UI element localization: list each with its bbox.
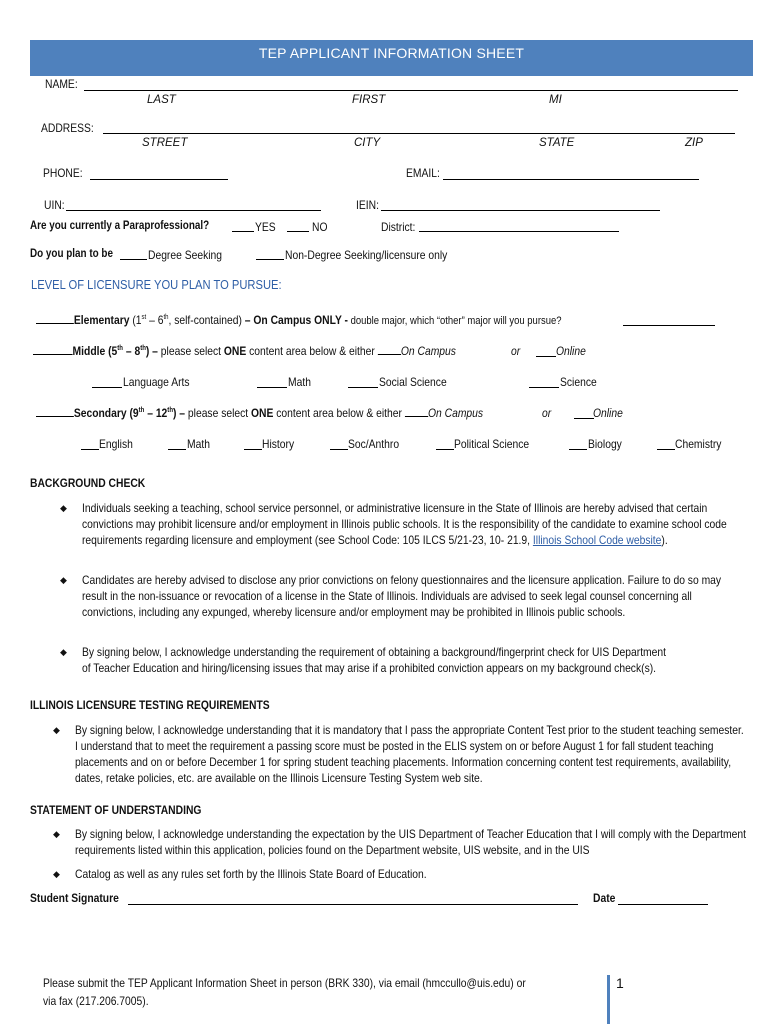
district-label: District: xyxy=(381,220,416,234)
middle-online: Online xyxy=(556,344,586,358)
name-sub-last: LAST xyxy=(147,94,176,106)
footer-line-2: via fax (217.206.7005). xyxy=(43,994,149,1008)
address-field[interactable] xyxy=(103,133,735,134)
secondary-online-blank[interactable] xyxy=(574,418,594,419)
address-sub-street: STREET xyxy=(142,137,188,149)
middle-area-blank[interactable] xyxy=(348,387,378,388)
elementary-row: Elementary (1st – 6th, self-contained) – On Campus ONLY - double major, which “other” major will you pursue? xyxy=(36,313,647,327)
address-sub-zip: ZIP xyxy=(685,137,703,149)
diamond-bullet-icon: ◆ xyxy=(53,869,60,879)
diamond-bullet-icon: ◆ xyxy=(60,647,67,657)
diamond-bullet-icon: ◆ xyxy=(53,829,60,839)
secondary-area-blank[interactable] xyxy=(569,449,587,450)
diamond-bullet-icon: ◆ xyxy=(60,503,67,513)
secondary-area-blank[interactable] xyxy=(436,449,454,450)
middle-area-blank[interactable] xyxy=(529,387,559,388)
middle-area-blank[interactable] xyxy=(257,387,287,388)
secondary-area-english: English xyxy=(99,437,133,451)
phone-field[interactable] xyxy=(90,179,228,180)
middle-area-social-science: Social Science xyxy=(379,375,447,389)
secondary-area-soc-anthro: Soc/Anthro xyxy=(348,437,400,451)
degree-seeking-label: Degree Seeking xyxy=(148,248,223,262)
para-no-blank[interactable] xyxy=(287,231,309,232)
student-signature-label: Student Signature xyxy=(30,891,119,905)
uin-label: UIN: xyxy=(44,198,65,212)
secondary-area-blank[interactable] xyxy=(244,449,262,450)
form-title: TEP APPLICANT INFORMATION SHEET xyxy=(258,45,525,61)
secondary-online: Online xyxy=(593,406,623,420)
secondary-area-blank[interactable] xyxy=(657,449,675,450)
footer-divider xyxy=(607,975,610,1024)
background-heading: BACKGROUND CHECK xyxy=(30,476,146,490)
name-label: NAME: xyxy=(45,77,78,91)
secondary-row: Secondary (9th – 12th) – please select ONE content area below & either On Campus xyxy=(36,406,556,420)
para-no-label: NO xyxy=(312,220,328,234)
name-sub-mi: MI xyxy=(549,94,562,106)
degree-seeking-blank[interactable] xyxy=(120,259,147,260)
uin-field[interactable] xyxy=(66,210,321,211)
secondary-area-blank[interactable] xyxy=(330,449,348,450)
name-sub-first: FIRST xyxy=(352,94,386,106)
name-field[interactable] xyxy=(84,90,738,91)
non-degree-label: Non-Degree Seeking/licensure only xyxy=(285,248,448,262)
email-label: EMAIL: xyxy=(406,166,440,180)
middle-or: or xyxy=(511,344,521,358)
footer-line-1: Please submit the TEP Applicant Information Sheet in person (BRK 330), via email (hmccullo@uis.edu) or xyxy=(43,976,526,990)
middle-area-language-arts: Language Arts xyxy=(123,375,190,389)
para-question: Are you currently a Paraprofessional? xyxy=(30,220,210,232)
address-sub-state: STATE xyxy=(539,137,575,149)
diamond-bullet-icon: ◆ xyxy=(60,575,67,585)
testing-heading: ILLINOIS LICENSURE TESTING REQUIREMENTS xyxy=(30,698,270,712)
illinois-school-code-link[interactable]: Illinois School Code website xyxy=(532,533,662,547)
secondary-area-political-science: Political Science xyxy=(454,437,530,451)
elementary-blank[interactable] xyxy=(36,313,74,324)
diamond-bullet-icon: ◆ xyxy=(53,725,60,735)
phone-label: PHONE: xyxy=(43,166,83,180)
date-label: Date xyxy=(593,891,616,905)
email-field[interactable] xyxy=(443,179,699,180)
middle-row: Middle (5th – 8th) – please select ONE content area below & either On Campus xyxy=(33,344,525,358)
non-degree-blank[interactable] xyxy=(256,259,284,260)
degree-question: Do you plan to be xyxy=(30,248,113,260)
middle-online-blank[interactable] xyxy=(536,356,556,357)
elementary-other-major-field[interactable] xyxy=(623,325,715,326)
form-title-banner xyxy=(30,40,753,76)
middle-area-blank[interactable] xyxy=(92,387,122,388)
date-field[interactable] xyxy=(618,904,708,905)
middle-blank[interactable] xyxy=(33,344,73,355)
statement-heading: STATEMENT OF UNDERSTANDING xyxy=(30,803,202,817)
secondary-area-blank[interactable] xyxy=(81,449,99,450)
secondary-area-biology: Biology xyxy=(588,437,622,451)
secondary-area-chemistry: Chemistry xyxy=(675,437,722,451)
secondary-area-history: History xyxy=(262,437,295,451)
secondary-area-blank[interactable] xyxy=(168,449,186,450)
iein-field[interactable] xyxy=(381,210,660,211)
page-number: 1 xyxy=(616,975,624,991)
para-yes-blank[interactable] xyxy=(232,231,254,232)
secondary-on-campus-blank[interactable] xyxy=(405,406,428,417)
student-signature-field[interactable] xyxy=(128,904,578,905)
district-field[interactable] xyxy=(419,231,619,232)
middle-area-science: Science xyxy=(560,375,597,389)
address-label: ADDRESS: xyxy=(41,121,94,135)
address-sub-city: CITY xyxy=(354,137,381,149)
middle-on-campus-blank[interactable] xyxy=(378,344,401,355)
secondary-or: or xyxy=(542,406,552,420)
middle-area-math: Math xyxy=(288,375,311,389)
secondary-blank[interactable] xyxy=(36,406,74,417)
iein-label: IEIN: xyxy=(356,198,379,212)
licensure-heading: LEVEL OF LICENSURE YOU PLAN TO PURSUE: xyxy=(31,277,282,292)
secondary-area-math: Math xyxy=(187,437,210,451)
para-yes-label: YES xyxy=(255,220,276,234)
